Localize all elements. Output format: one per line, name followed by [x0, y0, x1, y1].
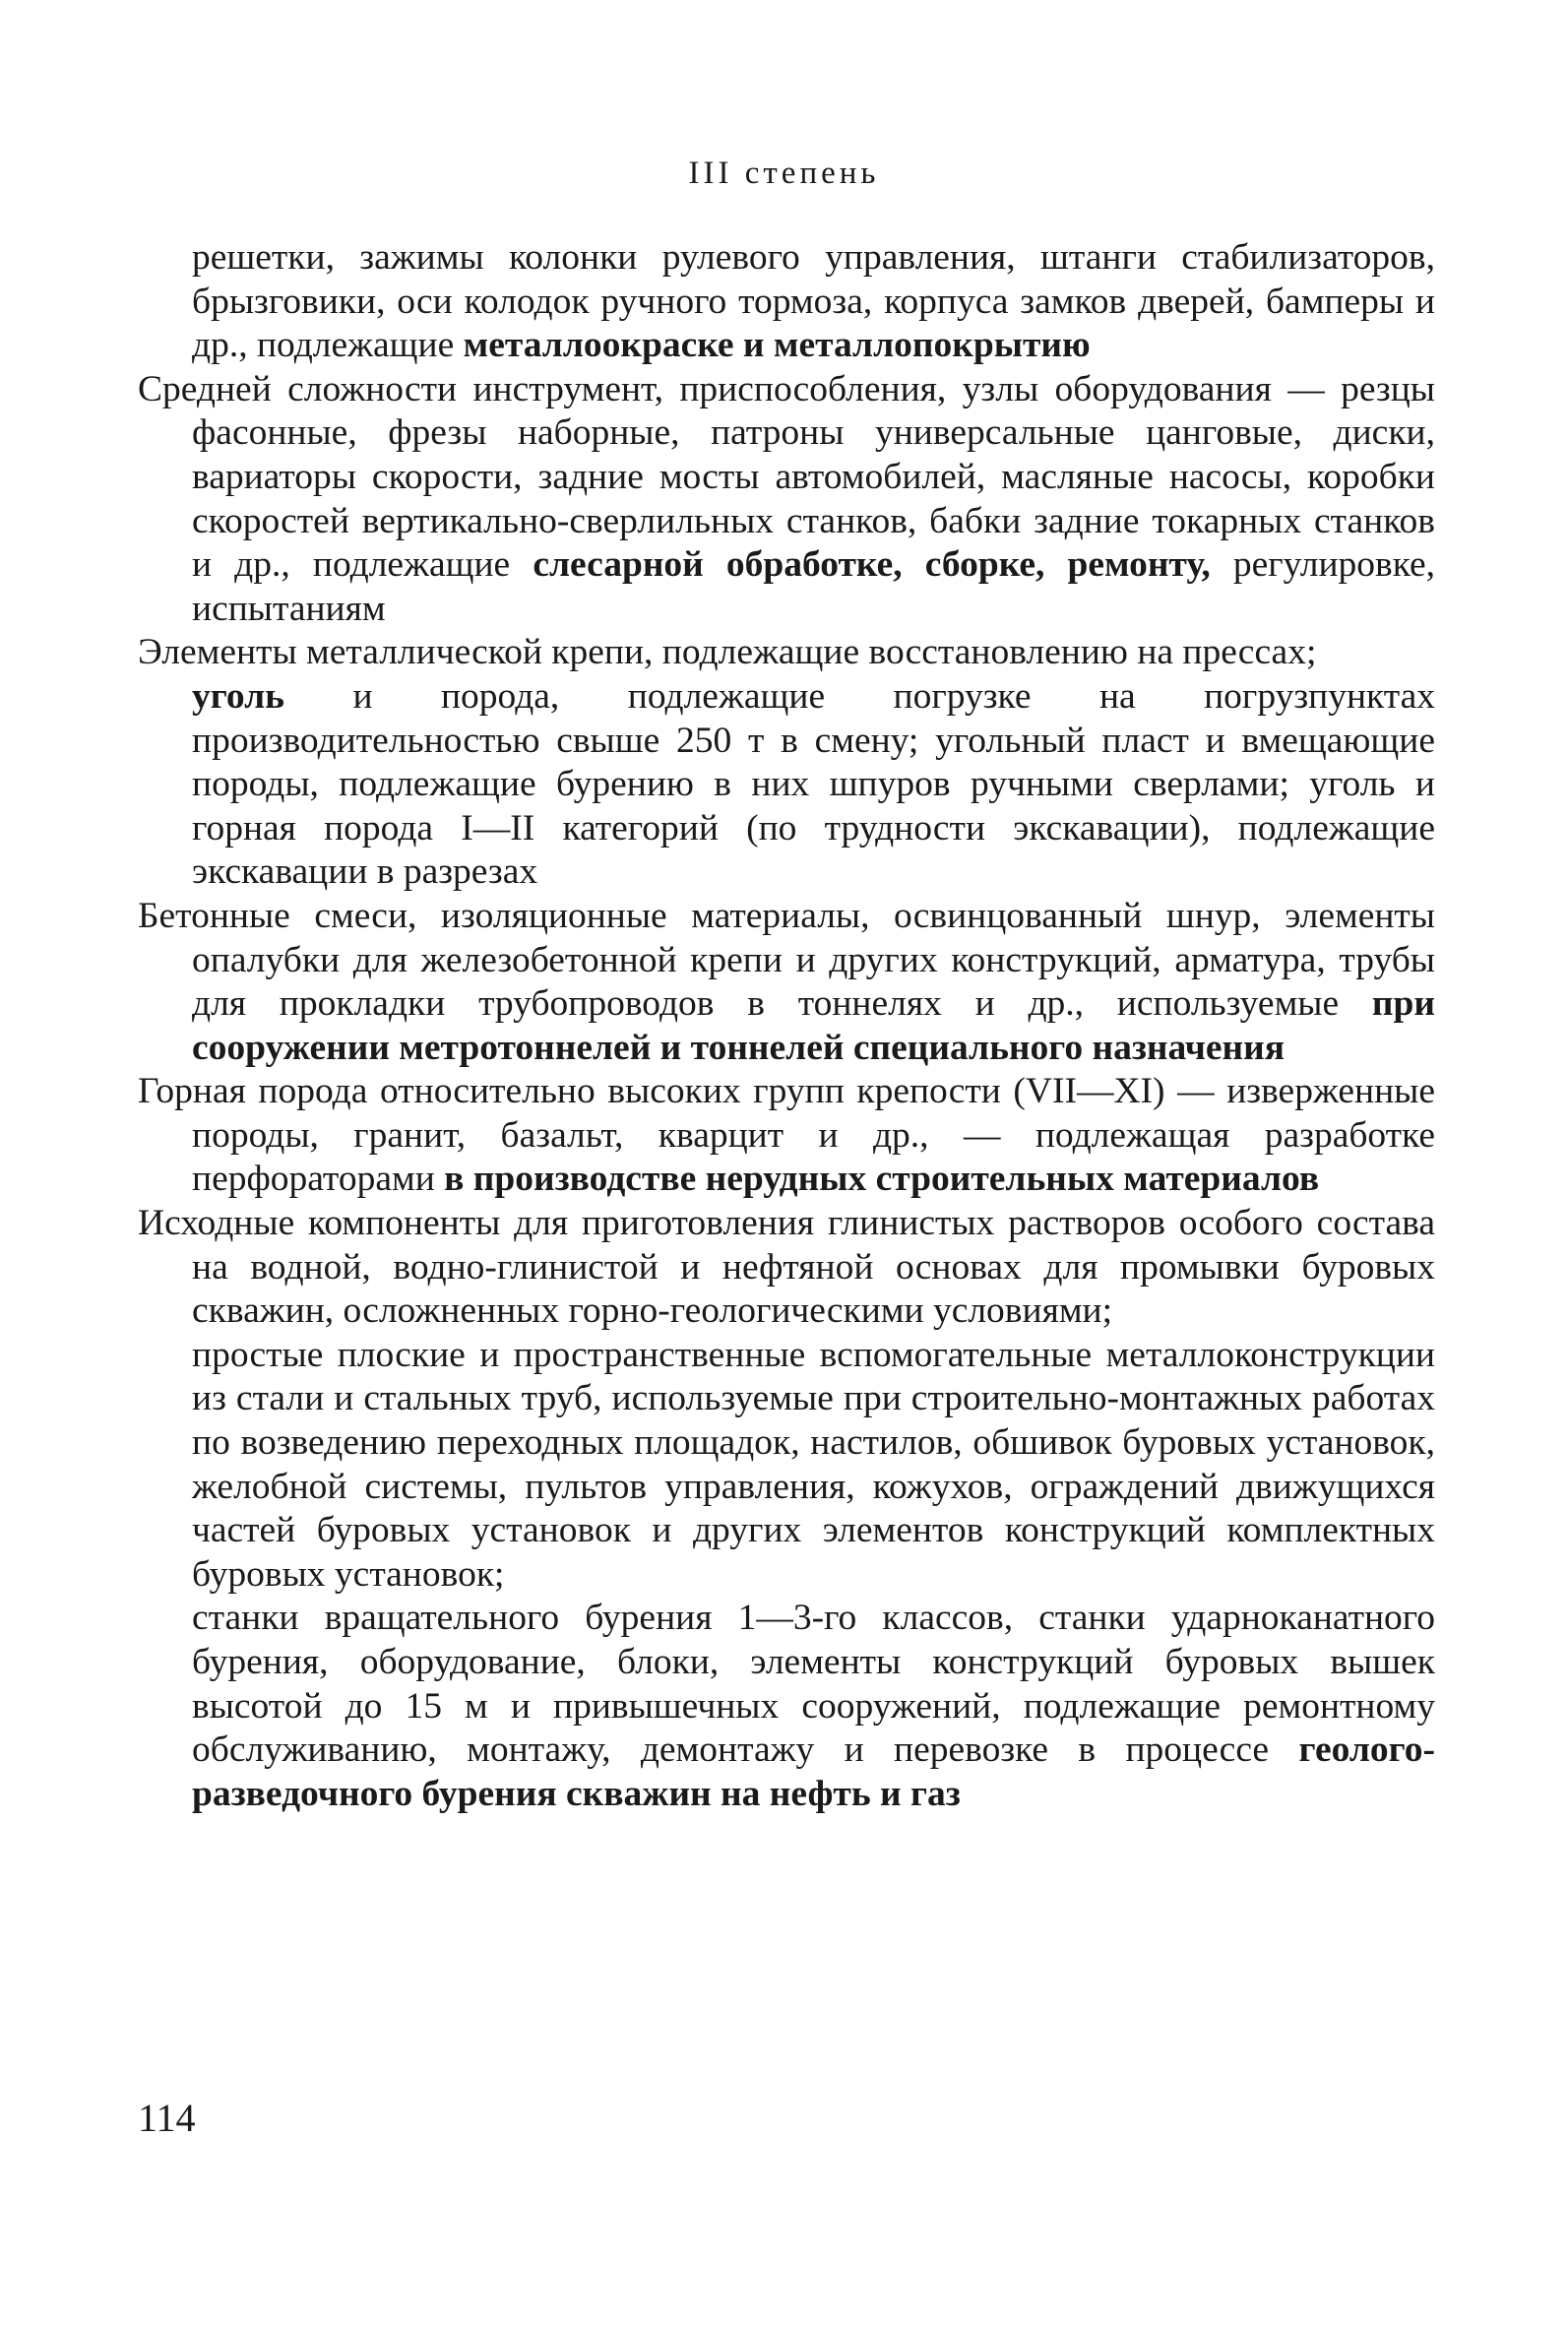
entry-2 — [138, 368, 1435, 632]
entry-6-continuation-2 — [138, 1597, 1435, 1816]
page-number: 114 — [138, 2096, 196, 2140]
entry-6-text: Исходные компоненты для приготовления глинистых растворов особого состава на водной, водно-глинистой и нефтяной основах для промывки буровых скважин, осложненных горно-геологическими условиями; — [138, 1203, 1435, 1332]
entry-4-bold: при сооружении метротоннелей и тоннелей специального назначения — [192, 983, 1435, 1068]
page-body — [138, 236, 1435, 1816]
entry-3-cont-bold: уголь — [192, 675, 284, 717]
running-head: III степень — [688, 156, 880, 191]
entry-6-cont2-bold: геолого-разведочного бурения скважин на нефть и газ — [192, 1729, 1435, 1814]
entry-5 — [138, 1070, 1435, 1202]
entry-6 — [138, 1202, 1435, 1334]
entry-6-cont2-text: станки вращательного бурения 1—3-го классов, станки ударноканатного бурения, оборудование, блоки, элементы конструкций буровых вышек высотой до 15 м и привышечных сооружений, подлежащие ремонтному обслуживанию, монтажу, демонтажу и перевозке в процессе — [192, 1598, 1435, 1771]
entry-3-text: Элементы металлической крепи, подлежащие восстановлению на прессах; — [138, 632, 1317, 673]
entry-1-bold: металлоокраске и металлопокрытию — [463, 325, 1091, 366]
entry-1-text: решетки, зажимы колонки рулевого управления, штанги стабилизаторов, брызговики, оси колодок ручного тормоза, корпуса замков дверей, бамперы и др., подлежащие — [192, 237, 1435, 366]
entry-5-bold: в производстве нерудных строительных материалов — [444, 1159, 1320, 1200]
entry-3-cont-text: и порода, подлежащие погрузке на погрузпунктах производительностью свыше 250 т в смену; угольный пласт и вмещающие породы, подлежащие бурению в них шпуров ручными сверлами; уголь и горная порода I—II категорий (по трудности экскавации), подлежащие экскавации в разрезах — [192, 675, 1435, 893]
entry-2-text: Средней сложности инструмент, приспособления, узлы оборудования — резцы фасонные, фрезы наборные, патроны универсальные цанговые, диски, вариаторы скорости, задние мосты автомобилей, масляные насосы, коробки скоростей вертикально-сверлильных станков, бабки задние токарных станков и др., подлежащие — [138, 368, 1435, 586]
entry-6-continuation-1 — [138, 1334, 1435, 1598]
entry-6-cont1-text: простые плоские и пространственные вспомогательные металлоконструкции из стали и стальных труб, используемые при строительно-монтажных работах по возведению переходных площадок, настилов, обшивок буровых установок, желобной системы, пультов управления, кожухов, ограждений движущихся частей буровых установок и других элементов конструкций комплектных буровых установок; — [192, 1334, 1435, 1595]
entry-2-bold: слесарной обработке, сборке, ремонту, — [533, 544, 1211, 586]
entry-4-text: Бетонные смеси, изоляционные материалы, освинцованный шнур, элементы опалубки для железобетонной крепи и других конструкций, арматура, трубы для прокладки трубопроводов в тоннелях и др., используемые — [138, 895, 1435, 1025]
entry-5-text: Горная порода относительно высоких групп крепости (VII—XI) — изверженные породы, гранит, базальт, кварцит и др., — подлежащая разработке перфораторами — [138, 1071, 1435, 1200]
entry-2-text-end: регулировке, испытаниям — [192, 544, 1436, 629]
entry-1 — [138, 236, 1435, 368]
entry-4 — [138, 895, 1435, 1070]
entry-3-continuation — [138, 675, 1435, 895]
entry-3 — [138, 631, 1435, 675]
